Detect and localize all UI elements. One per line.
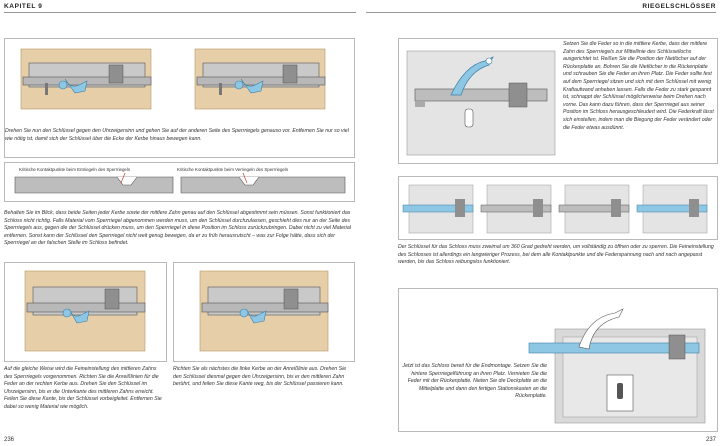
stage-2: [481, 185, 551, 233]
caption-fig5: Setzen Sie die Feder so in die mittlere Kerbe, dass der mittlere Zahn des Sperrriegels zur Mittellinie des Schlüssellochs ausgerichtet ist. Reißen Sie die Position der Nietlöcher auf der Rückenplatte an. Bohren Sie die Nietlöcher in die Rückenplatte und schrauben Sie die Feder an ihren Platz. Die Feder sollte fest auf dem Sperrriegel sitzen und sich mit dem Schlüssel mit wenig Kraftaufwand anheben lassen. Falls die Feder zu stark gespannt ist, schnappt der Schlüssel möglicherweise beim Drehen nach vorne. Das kann dazu führen, dass der Sperrriegel aus seiner Position im Schloss herausgeschleudert wird. Die Federkraft lässt sich einstellen, indem man die Biegung der Feder verändert oder die Feder etwas ausdünnt.: [563, 41, 714, 131]
caption-fig4: Richten Sie als nächstes die linke Kerbe an der Anreißlinie aus. Drehen Sie den Schlüssel diesmal gegen den Uhrzeigersinn, bis er den mittleren Zahn berührt, und feilen Sie diese Kante weg, bis der Schlüssel passieren kann.: [173, 366, 347, 388]
caption-fig1: Drehen Sie nun den Schlüssel gegen den Uhrzeigersinn und gehen Sie auf der anderen Seite des Sperrriegels genauso vor. Entfernen Sie nur so viel wie nötig ist, damit sich der Schlüssel über die Ecke der Kerbe hinaus bewegen kann.: [5, 128, 349, 142]
bolt-bar-right: [181, 173, 345, 193]
stage-1: [403, 185, 473, 233]
bolt-bar-left: [15, 173, 173, 193]
figure-key-counterclockwise: [4, 38, 355, 158]
figure-spring-setup: [398, 38, 718, 164]
lock-illustration-left: [5, 263, 166, 361]
caption-fig2: Behalten Sie im Blick, dass beide Seiten jeder Kerbe sowie der mittlere Zahn genau auf den Schlüssel abgestimmt sein müssen. Sonst funktioniert das Schloss nicht richtig. Falls Material vom Sperrriegel abgenommen werden muss, um den Schlüssel durchzulassen, geschieht dies nur an der Seite des Sperrriegels aus, gegen die der Schlüssel drücken muss, um den Sperrriegel in diese Position im Schloss zurückzubringen. Dabei nicht zu viel Material entfernen. Sonst kann der Schlüssel den Sperrriegel nicht weit genug bewegen, da er zu früh herausrutscht – was zur Folge hätte, dass sich der Sperrriegel an der falschen Stelle im Schloss befindet.: [4, 210, 351, 247]
lock-left: [21, 49, 151, 109]
figure-final-assembly: [398, 288, 718, 432]
chapter-title: KAPITEL 9: [4, 3, 43, 10]
stage-3: [559, 185, 629, 233]
label-contact-lock: Kritische Kontaktpunkte beim Verriegeln des Sperrriegels: [177, 167, 289, 172]
lock-right: [195, 49, 325, 109]
caption-fig6: Der Schlüssel für das Schloss muss zweimal um 360 Grad gedreht werden, um vollständig zu öffnen oder zu sperren. Die Feineinstellung des Schlosses ist allerdings ein langwieriger Prozess, bei dem alle Kontaktpunkte und die Federspannung nach und nach angepasst werden, bis das Schloss reibungslos funktioniert.: [398, 244, 714, 266]
page-number-left: 236: [4, 437, 15, 443]
header-rule-left: [4, 12, 356, 13]
caption-fig7: Jetzt ist das Schloss bereit für die Endmontage. Setzen Sie die hintere Sperrriegelführung an ihren Platz. Vernieten Sie die Feder mit der Rückenplatte. Nieten Sie die Deckplatte an die Mittelplatte und dann den fertigen Stationskasten an die Rückenplatte.: [402, 363, 547, 400]
page-number-right: 237: [705, 437, 716, 443]
figure-contact-points: [4, 162, 355, 202]
figure-middle-tooth-right: [173, 262, 355, 362]
section-title: RIEGELSCHLÖSSER: [642, 3, 716, 10]
label-contact-unlock: Kritische Kontaktpunkte beim Entriegeln des Sperrriegels: [19, 167, 131, 172]
lock-illustration-right: [174, 263, 354, 361]
rotation-sequence: [399, 177, 717, 239]
figure-key-rotation-sequence: [398, 176, 718, 240]
figure-middle-tooth-left: [4, 262, 167, 362]
bolt-contact-diagram: [5, 163, 354, 201]
stage-4: [637, 185, 707, 233]
caption-fig3: Auf die gleiche Weise wird die Feineinstellung des mittleren Zahns des Sperrriegels vorgenommen. Richten Sie die Anreißlinien für die Feder an der rechten Kerbe aus. Drehen Sie den Schlüssel im Uhrzeigersinn, bis er die Unterkante des mittleren Zahns erreicht. Feilen Sie diese Kante, bis der Schlüssel vorbeigleitet. Entfernen Sie dabei so wenig Material wie möglich.: [4, 366, 162, 410]
header-rule-right: [366, 12, 716, 13]
final-assembly-illustration: [399, 289, 717, 431]
